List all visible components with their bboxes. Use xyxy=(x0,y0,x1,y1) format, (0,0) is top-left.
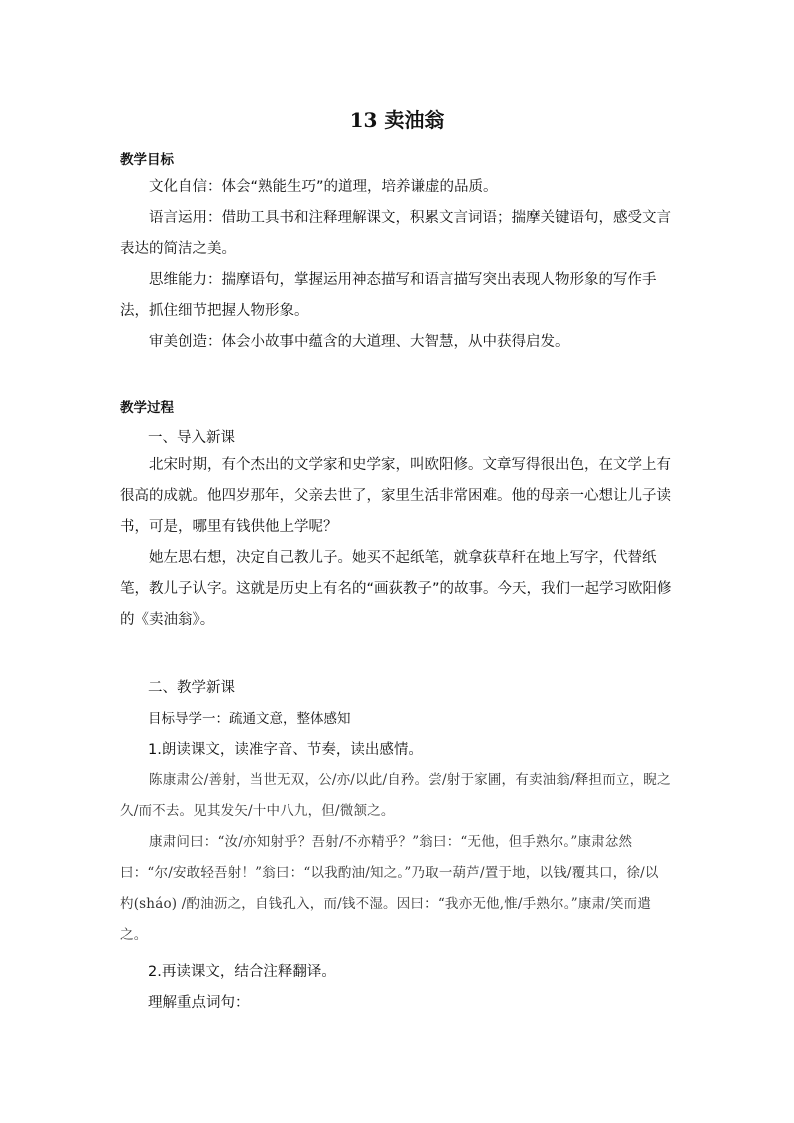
step-2-translation: 2.再读课文，结合注释翻译。 xyxy=(148,964,336,980)
classical-text-paragraph-1: 陈康肃公/善射，当世无双，公/亦/以此/自矜。尝/射于家圃，有卖油翁/释担而立，睨之久/而不去。见其发矢/十中八九，但/微颔之。 xyxy=(120,772,671,819)
goal-aesthetic: 审美创造：体会小故事中蕴含的大道理、大智慧，从中获得启发。 xyxy=(149,334,570,350)
intro-paragraph-1: 北宋时期，有个杰出的文学家和史学家，叫欧阳修。文章写得很出色，在文学上有很高的成就。他四岁那年，父亲去世了，家里生活非常困难。他的母亲一心想让儿子读书，可是，哪里有钱供他上学呢？ xyxy=(120,457,671,535)
guide-objective-1: 目标导学一：疏通文意，整体感知 xyxy=(148,711,351,727)
intro-paragraph-2: 她左思右想，决定自己教儿子。她买不起纸笔，就拿荻草秆在地上写字，代替纸笔，教儿子认字。这就是历史上有名的“画荻教子”的故事。今天，我们一起学习欧阳修的《卖油翁》。 xyxy=(120,550,672,628)
section-new-lesson-title: 二、教学新课 xyxy=(148,680,235,696)
goal-thinking: 思维能力：揣摩语句，掌握运用神态描写和语言描写突出表现人物形象的写作手法，抓住细节把握人物形象。 xyxy=(120,272,657,319)
goal-language: 语言运用：借助工具书和注释理解课文，积累文言词语；揣摩关键语句，感受文言表达的简洁之美。 xyxy=(120,210,671,257)
key-words-label: 理解重点词句： xyxy=(148,995,250,1011)
section-intro-title: 一、导入新课 xyxy=(148,430,235,446)
lesson-title: 13 卖油翁 xyxy=(349,108,445,132)
goals-heading: 教学目标 xyxy=(120,152,174,168)
process-heading: 教学过程 xyxy=(120,400,174,416)
step-1-reading: 1.朗读课文，读准字音、节奏，读出感情。 xyxy=(148,742,423,758)
classical-text-paragraph-2: 康肃问曰：“汝/亦知射乎？吾射/不亦精乎？”翁曰：“无他，但手熟尔。”康肃忿然曰：“尔/安敢轻吾射！”翁曰：“以我酌油/知之。”乃取一葫芦/置于地，以钱/覆其口，徐/以杓(sháo) /酌油沥之，自钱孔入，而/钱不湿。因曰：“我亦无他,惟/手熟尔。”康肃/笑而遣之。 xyxy=(120,834,659,943)
goal-culture: 文化自信：体会“熟能生巧”的道理，培养谦虚的品质。 xyxy=(149,179,498,195)
